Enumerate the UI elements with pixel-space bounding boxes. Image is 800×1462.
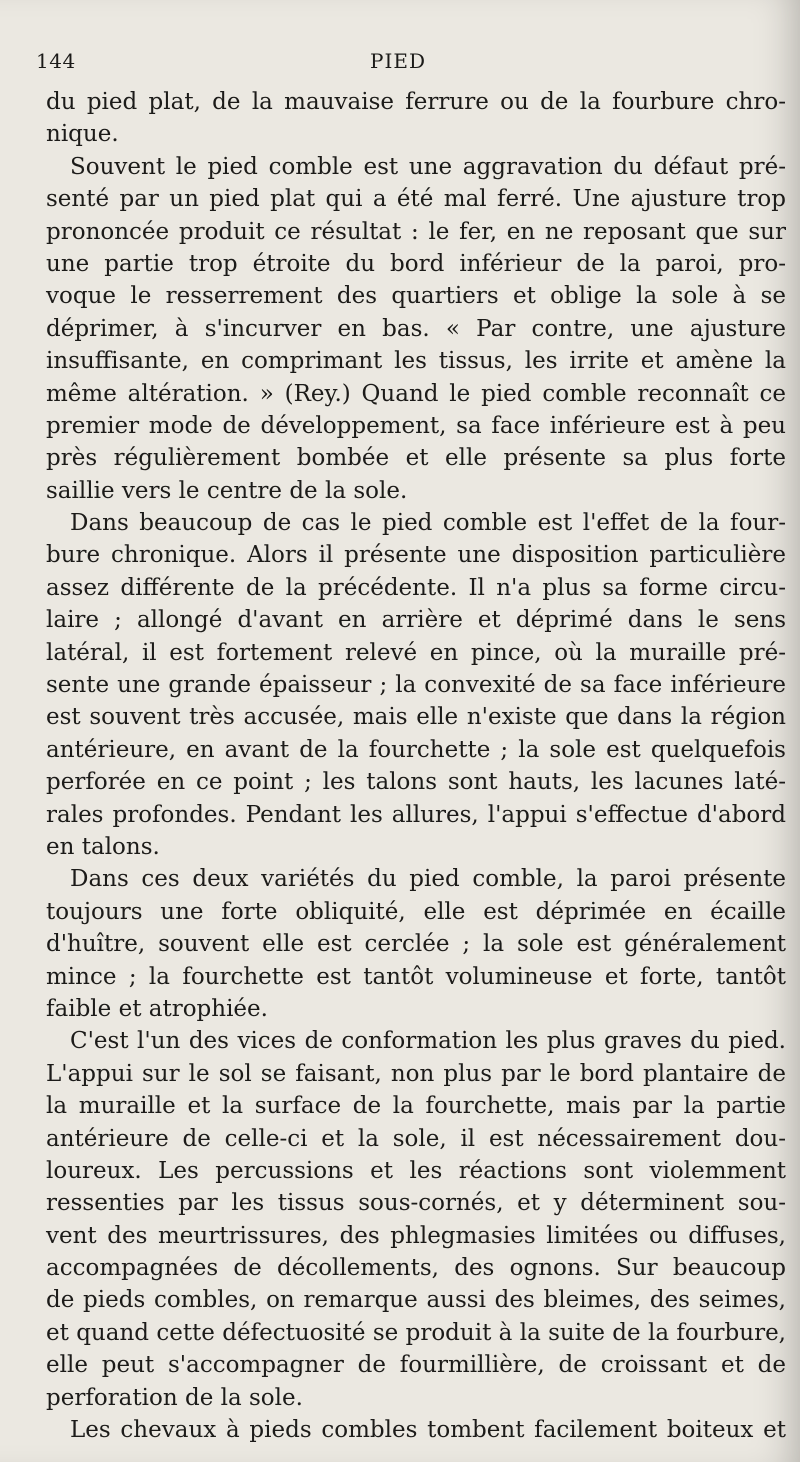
text-line: accompagnées de décollements, des ognons. Sur beaucoup	[46, 1255, 786, 1282]
text-line: saillie vers le centre de la sole.	[46, 477, 408, 504]
text-line: toujours une forte obliquité, elle est déprimée en écaille	[46, 898, 786, 925]
text-line: nique.	[46, 121, 119, 148]
text-line: prononcée produit ce résultat : le fer, en ne reposant que sur	[46, 218, 786, 245]
text-line: voque le resserrement des quartiers et oblige la sole à se	[46, 283, 786, 310]
page-number: 144	[36, 49, 76, 73]
paragraph-start-line: Dans ces deux variétés du pied comble, la paroi présente	[70, 866, 786, 893]
text-line: L'appui sur le sol se faisant, non plus par le bord plantaire de	[46, 1060, 786, 1087]
text-line: mince ; la fourchette est tantôt volumineuse et forte, tantôt	[46, 963, 786, 990]
paragraph-start-line: C'est l'un des vices de conformation les plus graves du pied.	[70, 1028, 786, 1055]
text-line: de pieds combles, on remarque aussi des bleimes, des seimes,	[46, 1287, 786, 1314]
text-line: faible et atrophiée.	[46, 995, 268, 1022]
text-line: premier mode de développement, sa face inférieure est à peu	[46, 412, 786, 439]
text-line: assez différente de la précédente. Il n'a plus sa forme circu-	[46, 574, 786, 601]
text-line: du pied plat, de la mauvaise ferrure ou de la fourbure chro-	[46, 89, 786, 115]
text-line: ressenties par les tissus sous-cornés, et y déterminent sou-	[46, 1190, 786, 1217]
text-line: près régulièrement bombée et elle présente sa plus forte	[46, 445, 786, 472]
text-line: et quand cette défectuosité se produit à la suite de la fourbure,	[46, 1319, 786, 1346]
paragraph-start-line: Dans beaucoup de cas le pied comble est l'effet de la four-	[70, 510, 786, 537]
text-line: perforée en ce point ; les talons sont hauts, les lacunes laté-	[46, 769, 786, 796]
text-line: laire ; allongé d'avant en arrière et déprimé dans le sens	[46, 607, 786, 634]
text-line: loureux. Les percussions et les réactions sont violemment	[46, 1157, 786, 1184]
text-line: est souvent très accusée, mais elle n'existe que dans la région	[46, 704, 786, 731]
paragraph-start-line: Souvent le pied comble est une aggravation du défaut pré-	[70, 153, 786, 180]
text-line: sente une grande épaisseur ; la convexité de sa face inférieure	[46, 672, 786, 699]
running-head: PIED	[370, 49, 426, 73]
text-line: vent des meurtrissures, des phlegmasies limitées ou diffuses,	[46, 1222, 786, 1249]
page-header	[36, 45, 760, 75]
text-line: antérieure, en avant de la fourchette ; la sole est quelquefois	[46, 736, 786, 763]
text-line: antérieure de celle-ci et la sole, il est nécessairement dou-	[46, 1125, 786, 1152]
page-body-text	[46, 86, 786, 1446]
text-line: une partie trop étroite du bord inférieur de la paroi, pro-	[46, 250, 786, 277]
text-line: bure chronique. Alors il présente une disposition particulière	[46, 542, 786, 569]
text-line: rales profondes. Pendant les allures, l'appui s'effectue d'abord	[46, 801, 786, 828]
text-line: senté par un pied plat qui a été mal ferré. Une ajusture trop	[46, 186, 786, 213]
text-line: elle peut s'accompagner de fourmillière, de croissant et de	[46, 1352, 786, 1379]
text-line: d'huître, souvent elle est cerclée ; la sole est généralement	[46, 931, 786, 958]
text-line: perforation de la sole.	[46, 1384, 303, 1411]
text-line: insuffisante, en comprimant les tissus, les irrite et amène la	[46, 348, 786, 375]
text-line: la muraille et la surface de la fourchette, mais par la partie	[46, 1093, 786, 1120]
paragraph-start-line: Les chevaux à pieds combles tombent facilement boiteux et	[70, 1417, 786, 1444]
text-line: déprimer, à s'incurver en bas. « Par contre, une ajusture	[46, 315, 786, 342]
text-line: latéral, il est fortement relevé en pince, où la muraille pré-	[46, 639, 786, 666]
text-line: même altération. » (Rey.) Quand le pied comble reconnaît ce	[46, 380, 786, 407]
text-line: en talons.	[46, 833, 160, 860]
